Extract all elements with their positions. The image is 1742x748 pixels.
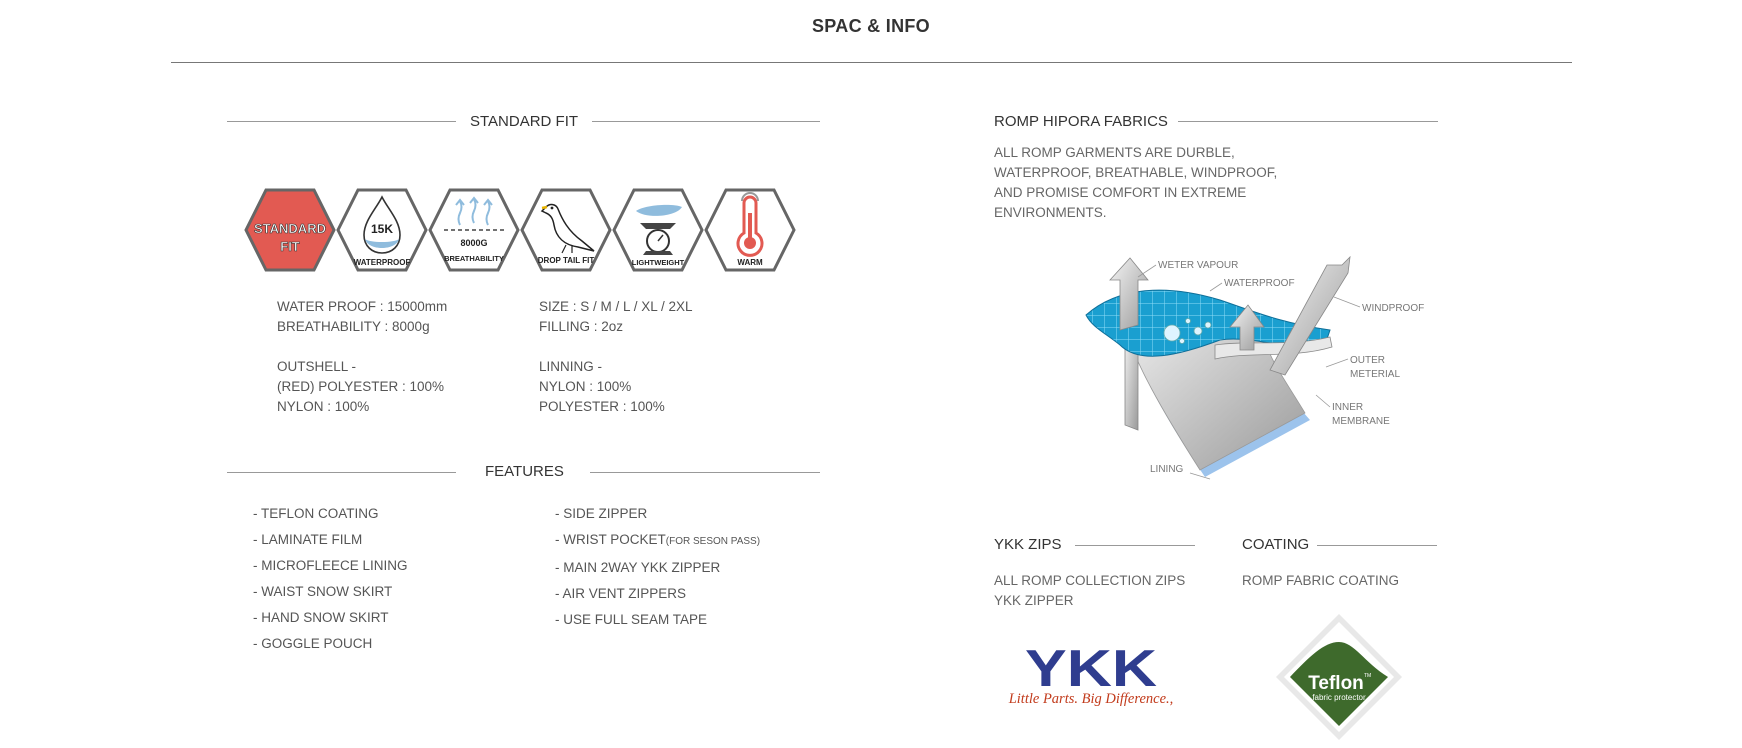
feature-item: - MICROFLEECE LINING [253,558,408,573]
title-divider [171,62,1572,63]
waterproof-value: 15K [370,222,394,236]
lightweight-icon [614,190,702,270]
feature-item: - HAND SNOW SKIRT [253,610,389,625]
features-rule-right [590,472,820,473]
spec-water-proof: WATER PROOF : 15000mm [277,299,448,314]
teflon-logo [1274,612,1404,742]
ykk-logo-text: YKK [1025,640,1158,698]
teflon-tm: TM [1364,673,1372,679]
standard-fit-rule-right [592,121,820,122]
spec-col-right [539,297,693,417]
spec-filling: FILLING : 2oz [539,319,624,334]
features-rule-left [227,472,456,473]
spec-linning-polyester: POLYESTER : 100% [539,399,665,414]
page-title: SPAC & INFO [812,16,930,36]
ykk-rule [1075,545,1195,546]
windproof-arrow [1270,257,1350,375]
lightweight-label: LIGHTWEIGHT [631,258,685,267]
feature-item: - USE FULL SEAM TAPE [555,612,708,627]
drop-tail-fit-label: DROP TAIL FIT [537,256,595,265]
teflon-subtext: fabric protector [1312,693,1366,702]
teflon-logo-text: Teflon [1308,673,1364,694]
spec-col-left [277,297,447,417]
spec-breathability: BREATHABILITY : 8000g [277,319,430,334]
spec-linning-nylon: NYLON : 100% [539,379,632,394]
label-outer-1: OUTER [1350,355,1385,366]
label-waterproof: WATERPROOF [1224,278,1295,289]
hipora-description: ALL ROMP GARMENTS ARE DURBLE, WATERPROOF, BREATHABLE, WINDPROOF, AND PROMISE COMFORT IN EXTREME ENVIRONMENTS. [994,145,1278,220]
fabric-layers-diagram [1080,255,1440,485]
standard-fit-icon [246,190,334,270]
label-inner-2: MEMBRANE [1332,416,1390,427]
spec-outshell-title: OUTSHELL - [277,359,357,374]
spec-icons-row [240,185,810,275]
hipora-rule [1178,121,1438,122]
warm-label: WARM [737,258,763,267]
breathability-value: 8000G [460,238,488,248]
feature-item: - LAMINATE FILM [253,532,363,547]
ykk-description [994,571,1185,611]
spec-size: SIZE : S / M / L / XL / 2XL [539,299,693,314]
feature-item: - GOGGLE POUCH [253,636,373,651]
feature-wrist-note: (FOR SESON PASS) [665,536,761,547]
spec-outshell-polyester: (RED) POLYESTER : 100% [277,379,445,394]
drop-tail-fit-icon [522,190,610,270]
label-windproof: WINDPROOF [1362,303,1425,314]
feature-wrist-pocket: - WRIST POCKET [555,532,666,547]
waterproof-label: WATERPROOF [353,258,411,267]
standard-fit-title: STANDARD FIT [470,113,579,130]
features-list-right [555,501,760,633]
label-outer-2: METERIAL [1350,369,1401,380]
coating-description: ROMP FABRIC COATING [1242,573,1400,588]
features-list-left [253,501,408,657]
label-lining: LINING [1150,464,1184,475]
hipora-title: ROMP HIPORA FABRICS [994,113,1168,130]
label-inner-1: INNER [1332,402,1364,413]
breathability-icon [430,190,518,270]
ykk-tagline: Little Parts. Big Difference., [1008,691,1174,707]
coating-title: COATING [1242,536,1310,553]
feature-item: - SIDE ZIPPER [555,506,648,521]
standard-fit-rule-left [227,121,456,122]
standard-fit-line1: STANDARD [254,221,326,236]
features-title: FEATURES [485,463,564,480]
feature-item: - TEFLON COATING [253,506,379,521]
feature-item: - AIR VENT ZIPPERS [555,586,687,601]
feature-item: - MAIN 2WAY YKK ZIPPER [555,560,721,575]
feature-item: - WAIST SNOW SKIRT [253,584,393,599]
spec-linning-title: LINNING - [539,359,603,374]
coating-rule [1317,545,1437,546]
spec-outshell-nylon: NYLON : 100% [277,399,370,414]
ykk-title: YKK ZIPS [994,536,1062,553]
label-weter-vapour: WETER VAPOUR [1158,260,1239,271]
standard-fit-line2: FIT [280,239,300,254]
feature-item [555,527,760,555]
ykk-line2: YKK ZIPPER [994,593,1074,608]
warm-icon [706,190,794,270]
waterproof-icon [338,190,426,270]
ykk-logo [990,640,1200,712]
ykk-line1: ALL ROMP COLLECTION ZIPS [994,573,1186,588]
breathability-label: BREATHABILITY [444,254,504,263]
